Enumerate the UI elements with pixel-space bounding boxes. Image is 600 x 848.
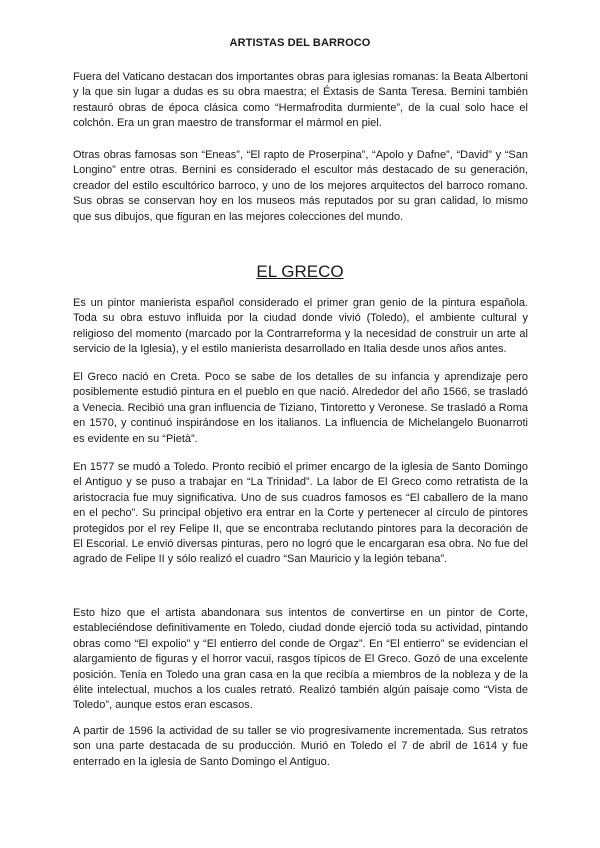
section-heading-el-greco: EL GRECO (256, 262, 344, 281)
document-title: ARTISTAS DEL BARROCO (229, 37, 371, 49)
el-greco-paragraph-1: Es un pintor manierista español considerado el primer gran genio de la pintura española. Toda su obra estuvo influida por la ciudad donde vivió (Toledo), el ambiente cultural y religioso del momento (marcado por la Contrarreforma y la necesidad de construir un arte al servicio de la Iglesia), y el estilo manierista desarrollado en Italia desde unos años antes. (73, 297, 528, 356)
el-greco-paragraph-3: En 1577 se mudó a Toledo. Pronto recibió el primer encargo de la iglesia de Santo Domingo el Antiguo y se puso a trabajar en “La Trinidad”. La labor de El Greco como retratista de la aristocracia fue muy significativa. Uno de sus cuadros famosos es “El caballero de la mano en el pecho”. Su principal objetivo era entrar en la Corte y pertenecer al círculo de pintores protegidos por el rey Felipe II, que se encontraba reclutando pintores para la decoración de El Escorial. Le envió diversas pinturas, pero no logró que le encargaran esa obra. No fue del agrado de Felipe II y sólo realizó el cuadro “San Mauricio y la legión tebana”. (73, 461, 528, 566)
intro-paragraph-2: Otras obras famosas son “Eneas”, “El rapto de Proserpina”, “Apolo y Dafne”, “David” y “San Longino” entre otras. Bernini es considerado el escultor más destacado de su generación, creador del estilo escultórico barroco, y uno de los mejores arquitectos del barroco romano. Sus obras se conservan hoy en los museos más reputados por su gran calidad, lo mismo que sus dibujos, que figuran en las mejores colecciones del mundo. (73, 149, 528, 223)
el-greco-paragraph-2: El Greco nació en Creta. Poco se sabe de los detalles de su infancia y aprendizaje pero posiblemente estudió pintura en el pueblo en que nació. Alrededor del año 1566, se trasladó a Venecia. Recibió una gran influencia de Tiziano, Tintoretto y Veronese. Se trasladó a Roma en 1570, y continuó inspirándose en los italianos. La influencia de Michelangelo Buonarroti es evidente en su “Pietà”. (73, 371, 528, 445)
el-greco-paragraph-5: A partir de 1596 la actividad de su taller se vio progresivamente incrementada. Sus retratos son una parte destacada de su producción. Murió en Toledo el 7 de abril de 1614 y fue enterrado en la iglesia de Santo Domingo el Antiguo. (73, 725, 528, 768)
intro-paragraph-1: Fuera del Vaticano destacan dos importantes obras para iglesias romanas: la Beata Albertoni y la que sin lugar a dudas es su obra maestra; el Éxtasis de Santa Teresa. Bernini también restauró obras de época clásica como “Hermafrodita durmiente”, de la cual solo hace el colchón. Era un gran maestro de transformar el mármol en piel. (73, 71, 528, 130)
el-greco-paragraph-4: Esto hizo que el artista abandonara sus intentos de convertirse en un pintor de Corte, estableciéndose definitivamente en Toledo, ciudad donde ejerció toda su actividad, pintando obras como “El expolio” y “El entierro del conde de Orgaz”. En “El entierro” se evidencian el alargamiento de figuras y el horror vacui, rasgos típicos de El Greco. Gozó de una excelente posición. Tenía en Toledo una gran casa en la que recibía a miembros de la nobleza y de la élite intelectual, muchos a los cuales retrató. Realizó también algún paisaje como “Vista de Toledo”, aunque estos eran escasos. (73, 607, 528, 712)
